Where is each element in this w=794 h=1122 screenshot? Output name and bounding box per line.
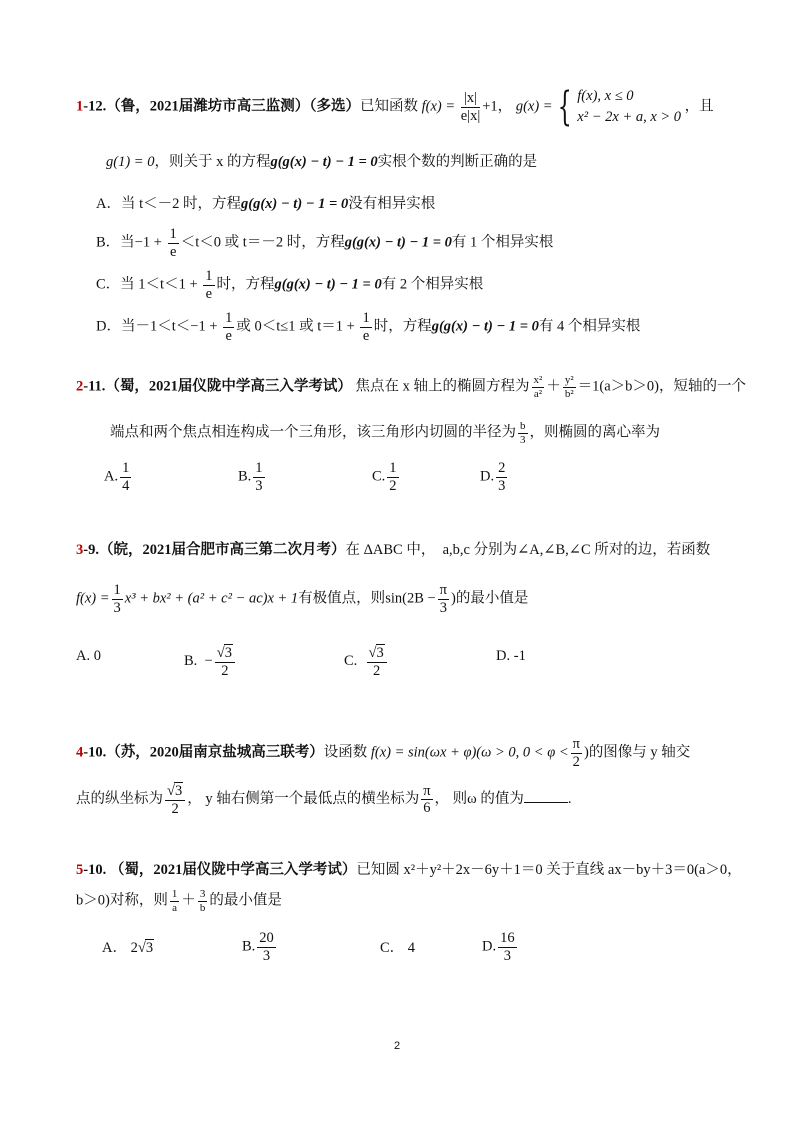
option-label: C． <box>380 940 405 956</box>
question-source: （鲁，2021届潍坊市高三监测）（多选） <box>106 98 360 115</box>
fraction <box>360 310 371 344</box>
option-text: 有 2 个相异实根 <box>381 276 484 293</box>
question-3-line-2 <box>76 582 528 616</box>
fraction-denominator: e <box>362 327 370 344</box>
question-stem: 的最小值是 <box>209 892 282 909</box>
case-2: x² − 2x + a, x > 0 <box>577 109 682 126</box>
option-text: 当 t＜－2 时，方程 <box>120 196 242 212</box>
fraction-denominator: 2 <box>221 662 229 679</box>
question-stem: ，则椭圆的离心率为 <box>529 424 660 441</box>
question-number: 3 <box>76 542 84 558</box>
fraction-denominator: 3 <box>439 599 447 616</box>
math-g-def: g(x) = <box>515 98 553 115</box>
option-text: 时，方程 <box>216 276 275 293</box>
option-label: B． <box>96 234 121 251</box>
question-5-option-B <box>242 930 278 964</box>
option-label: A． <box>102 940 127 956</box>
question-stem: b＞0)对称，则 <box>76 892 168 909</box>
fraction-numerator: π <box>572 736 580 752</box>
option-text: 2 <box>130 940 138 956</box>
fraction <box>367 644 387 679</box>
question-stem: ＝1(a＞b＞0)，短轴的一个 <box>577 378 746 395</box>
question-1-line-1 <box>76 84 714 131</box>
fraction-numerator: 1 <box>389 460 397 476</box>
math: x³ + bx² + (a² + c² − ac)x + 1 <box>124 590 299 607</box>
option-text: 时，方程 <box>373 318 432 335</box>
sqrt-radicand: 3 <box>174 783 183 799</box>
question-2-line-1: 2-11.（蜀，2021届仪陇中学高三入学考试） 焦点在 x 轴上的椭圆方程为 $\frac{\text{x²}}{\text{a²}}$ ＋ $\frac{\text{y²}}{\text{b²}}$ ＝1(a＞b＞0)，短轴的一个 <box>76 374 746 400</box>
fraction-numerator: |x| <box>461 90 481 108</box>
fraction <box>203 268 214 302</box>
fraction-f <box>461 90 481 124</box>
sqrt-radicand: 3 <box>376 645 384 661</box>
option-label: D. <box>496 648 511 664</box>
answer-blank[interactable] <box>524 790 568 803</box>
fraction <box>571 736 582 770</box>
fraction-denominator: 3 <box>255 477 263 494</box>
question-5-option-C <box>380 936 415 957</box>
option-text: 或 0＜t≤1 或 t＝1 + <box>236 318 355 335</box>
option-label: C． <box>96 276 121 293</box>
option-label: B. <box>238 468 252 485</box>
option-label: A. <box>104 468 119 485</box>
fraction-numerator: √3 <box>367 644 387 663</box>
math: sin(2B − <box>385 590 436 607</box>
question-stem: ， y 轴右侧第一个最低点的横坐标为 <box>187 791 420 807</box>
option-label: C. <box>372 468 386 485</box>
option-label: D． <box>96 318 121 335</box>
fraction-numerator: 1 <box>113 582 121 598</box>
fraction <box>563 374 576 400</box>
fraction <box>532 374 545 400</box>
question-stem: 端点和两个焦点相连构成一个三角形，该三角形内切圆的半径为 <box>110 424 516 441</box>
option-text: -1 <box>513 648 526 664</box>
math-f-tail: +1， <box>482 98 513 115</box>
question-stem: 焦点在 x 轴上的椭圆方程为 <box>355 378 530 395</box>
question-stem: 已知函数 <box>359 98 418 115</box>
question-stem: 设函数 <box>323 744 368 761</box>
question-stem: 的最小值是 <box>455 590 529 607</box>
option-text: 有 4 个相异实根 <box>538 318 641 335</box>
fraction-denominator: e <box>169 243 177 260</box>
fraction <box>223 310 234 344</box>
question-stem: 已知圆 x²＋y²＋2x－6y＋1＝0 关于直线 ax－by＋3＝0(a＞0， <box>356 862 742 878</box>
fraction-numerator: b <box>520 420 526 432</box>
fraction <box>257 930 276 964</box>
equation: g(g(x) − t) − 1 = 0 <box>241 196 349 212</box>
fraction <box>438 582 449 616</box>
fraction-denominator: 2 <box>389 477 397 494</box>
fraction-numerator: y² <box>564 374 574 386</box>
math: ) <box>583 744 589 761</box>
question-suffix: -12. <box>83 98 107 115</box>
fraction <box>387 460 398 494</box>
fraction-denominator: e <box>225 327 232 344</box>
fraction <box>518 420 528 446</box>
question-4-line-2 <box>76 782 571 817</box>
option-C <box>96 268 483 302</box>
fraction-denominator: 6 <box>423 800 431 817</box>
question-source: （蜀，2021届仪陇中学高三入学考试） <box>105 378 352 395</box>
option-label: B. <box>242 938 256 955</box>
fraction-denominator: 4 <box>122 477 130 494</box>
fraction-numerator: 20 <box>259 930 274 946</box>
math: f(x) = <box>76 590 110 607</box>
fraction <box>165 782 185 817</box>
option-text: 当 <box>120 234 135 251</box>
equation: g(g(x) − t) − 1 = 0 <box>274 276 382 293</box>
option-label: C. <box>344 653 358 669</box>
fraction <box>421 783 432 817</box>
question-1-line-2 <box>106 150 537 171</box>
question-source: （皖，2021届合肥市高三第二次月考） <box>98 542 346 558</box>
fraction-numerator: √3 <box>165 782 185 801</box>
math-f-def: f(x) = <box>421 98 456 115</box>
question-5-option-D <box>482 930 519 964</box>
question-number: 4 <box>76 744 84 761</box>
fraction-denominator: 2 <box>171 800 179 817</box>
option-text: ＜t＜0 或 t＝－2 时，方程 <box>180 234 345 251</box>
equation: g(g(x) − t) − 1 = 0 <box>344 234 452 251</box>
option-text: 当 1＜t＜1 + <box>120 276 198 293</box>
question-3-option-A <box>76 648 101 665</box>
piecewise-cases <box>577 86 681 128</box>
fraction-numerator: 16 <box>500 930 515 946</box>
math-g1: g(1) = 0 <box>106 154 155 170</box>
case-1: f(x), x ≤ 0 <box>577 88 634 104</box>
math: ＋ <box>181 892 196 909</box>
fraction <box>496 460 507 494</box>
question-3-option-B <box>184 644 237 679</box>
math: ) <box>451 590 456 607</box>
option-B <box>96 226 553 260</box>
fraction-denominator: b <box>199 901 206 914</box>
question-3-option-D <box>496 648 526 665</box>
equation: g(g(x) − t) − 1 = 0 <box>270 154 378 170</box>
question-number: 2 <box>76 378 84 395</box>
question-stem: ， 则ω 的值为 <box>434 791 524 807</box>
fraction-denominator: 2 <box>373 662 381 679</box>
question-5-line-1 <box>76 858 742 879</box>
question-2-line-2 <box>110 420 660 446</box>
option-text: − <box>204 653 213 669</box>
question-stem: 有极值点，则 <box>298 590 386 607</box>
fraction-numerator: 1 <box>225 310 233 326</box>
question-5-option-A: A． 2√3 <box>102 940 154 956</box>
sqrt-radicand: 3 <box>224 645 232 661</box>
fraction-denominator: 3 <box>520 433 526 446</box>
option-label: A. <box>76 648 91 664</box>
question-5-line-2 <box>76 888 282 914</box>
option-text: 有 1 个相异实根 <box>451 234 554 251</box>
option-text: 当－1＜t＜−1 + <box>120 318 218 335</box>
question-source: （苏，2020届南京盐城高三联考） <box>106 744 324 761</box>
question-4-line-1 <box>76 736 690 770</box>
fraction-denominator: 3 <box>262 947 271 964</box>
question-stem: 的图像与 y 轴交 <box>588 744 691 761</box>
fraction-numerator: 1 <box>205 268 213 284</box>
question-2-option-B <box>238 460 267 494</box>
fraction-denominator: e|x| <box>460 107 481 124</box>
fraction-denominator: 3 <box>503 947 511 964</box>
option-label: A． <box>96 196 121 212</box>
fraction <box>112 582 123 616</box>
question-suffix: -11. <box>83 378 106 395</box>
question-2-option-D <box>480 460 509 494</box>
sqrt-radicand: 3 <box>145 940 154 956</box>
question-number: 5 <box>76 862 84 878</box>
question-suffix: -10. <box>83 862 107 878</box>
fraction <box>120 460 131 494</box>
question-stem: 点的纵坐标为 <box>76 791 163 807</box>
fraction-numerator: √3 <box>215 644 235 663</box>
question-suffix: -9. <box>83 542 99 558</box>
option-text: 4 <box>407 940 416 956</box>
question-stem: . <box>567 791 572 807</box>
fraction-numerator: π <box>439 582 447 598</box>
fraction-numerator: 3 <box>199 888 206 900</box>
fraction-denominator: e <box>205 285 213 302</box>
fraction-denominator: b² <box>564 387 574 400</box>
fraction-numerator: π <box>423 782 431 799</box>
fraction-numerator: 1 <box>362 310 370 326</box>
fraction-numerator: x² <box>533 374 543 386</box>
question-stem-end: ，且 <box>684 98 714 115</box>
text: 实根个数的判断正确的是 <box>377 154 538 170</box>
question-2-option-C <box>372 460 401 494</box>
option-A <box>96 192 435 213</box>
option-label: D. <box>480 468 495 485</box>
fraction-numerator: 2 <box>498 460 506 476</box>
option-D <box>96 310 640 344</box>
question-stem: 在 ΔABC 中， <box>345 542 436 558</box>
brace-symbol: { <box>557 84 572 131</box>
text: ，则关于 x 的方程 <box>154 154 271 170</box>
option-text: 0 <box>93 648 101 664</box>
fraction <box>253 460 264 494</box>
fraction <box>198 888 208 914</box>
fraction <box>170 888 180 914</box>
question-number: 1 <box>76 98 84 115</box>
fraction-denominator: a <box>172 901 178 914</box>
math: f(x) = sin(ωx + φ)(ω > 0, 0 < φ < <box>370 744 569 761</box>
fraction <box>215 644 235 679</box>
question-source: （蜀，2021届仪陇中学高三入学考试） <box>109 862 357 878</box>
fraction-numerator: 1 <box>169 226 177 242</box>
question-2-option-A <box>104 460 133 494</box>
fraction-denominator: 3 <box>113 599 121 616</box>
equation: g(g(x) − t) − 1 = 0 <box>431 318 539 335</box>
question-suffix: -10. <box>83 744 107 761</box>
fraction-denominator: a² <box>533 387 543 400</box>
fraction-denominator: 2 <box>572 753 580 770</box>
fraction-numerator: 1 <box>171 888 178 900</box>
page-number: 2 <box>393 1040 401 1052</box>
math: −1 + <box>134 234 162 251</box>
fraction <box>168 226 179 260</box>
question-3-option-C <box>344 644 389 679</box>
fraction-numerator: 1 <box>255 460 263 476</box>
question-3-line-1 <box>76 538 710 559</box>
fraction-numerator: 1 <box>122 460 130 476</box>
question-stem: a,b,c 分别为∠A,∠B,∠C 所对的边，若函数 <box>442 542 711 558</box>
option-label: B. <box>184 653 198 669</box>
option-text: 没有相异实根 <box>348 196 436 212</box>
fraction <box>498 930 517 964</box>
fraction-denominator: 3 <box>498 477 506 494</box>
option-label: D. <box>482 938 497 955</box>
